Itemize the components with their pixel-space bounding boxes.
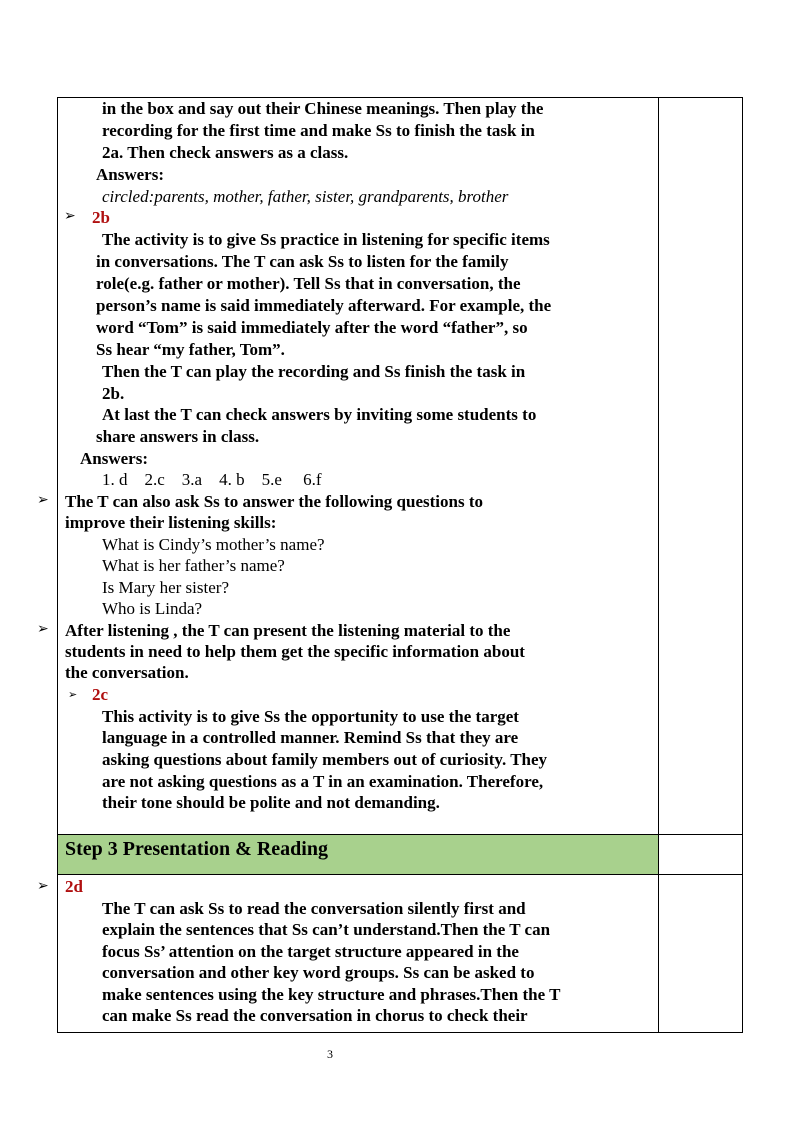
2d-line-1: The T can ask Ss to read the conversation silently first and <box>102 899 526 918</box>
table-row-divider-2 <box>57 874 743 875</box>
2b-answers-label: Answers: <box>80 449 148 468</box>
arrow-bullet-icon: ➢ <box>37 622 49 637</box>
after-line-2: students in need to help them get the specific information about <box>65 642 525 661</box>
table-bottom-border <box>57 1032 743 1033</box>
label-2b: 2b <box>92 208 110 227</box>
arrow-bullet-icon: ➢ <box>68 689 78 701</box>
2b-para2-line-1: Then the T can play the recording and Ss finish the task in <box>102 362 526 381</box>
after-line-3: the conversation. <box>65 663 189 682</box>
2d-line-2: explain the sentences that Ss can’t understand.Then the T can <box>102 920 551 939</box>
2b-para2-line-2: 2b. <box>102 384 125 403</box>
2c-line-2: language in a controlled manner. Remind Ss that they are <box>102 728 519 747</box>
step3-heading: Step 3 Presentation & Reading <box>65 838 328 860</box>
page-number: 3 <box>327 1047 333 1061</box>
block1-answers-label: Answers: <box>96 165 164 184</box>
2b-para1-line-5: word “Tom” is said immediately after the word “father”, so <box>96 318 528 337</box>
2c-line-1: This activity is to give Ss the opportunity to use the target <box>102 707 519 726</box>
label-2d: 2d <box>65 877 83 896</box>
block1-line-1: in the box and say out their Chinese meanings. Then play the <box>102 99 544 118</box>
2b-para1-line-1: The activity is to give Ss practice in listening for specific items <box>102 230 550 249</box>
2c-line-3: asking questions about family members out of curiosity. They <box>102 750 548 769</box>
2d-line-5: make sentences using the key structure and phrases.Then the T <box>102 985 561 1004</box>
block1-line-3: 2a. Then check answers as a class. <box>102 143 349 162</box>
arrow-bullet-icon: ➢ <box>64 209 76 224</box>
question-3: Is Mary her sister? <box>102 578 229 597</box>
2b-answers-text: 1. d 2.c 3.a 4. b 5.e 6.f <box>102 470 322 489</box>
2c-line-4: are not asking questions as a T in an examination. Therefore, <box>102 772 544 791</box>
2d-line-4: conversation and other key word groups. Ss can be asked to <box>102 963 535 982</box>
2b-para1-line-2: in conversations. The T can ask Ss to listen for the family <box>96 252 509 271</box>
block1-answers-text: circled:parents, mother, father, sister, grandparents, brother <box>102 187 509 206</box>
table-right-border <box>742 97 743 1033</box>
2d-line-6: can make Ss read the conversation in chorus to check their <box>102 1006 528 1025</box>
2b-para3-line-2: share answers in class. <box>96 427 260 446</box>
question-2: What is her father’s name? <box>102 556 285 575</box>
2b-para1-line-4: person’s name is said immediately afterward. For example, the <box>96 296 552 315</box>
table-divider <box>658 97 659 1033</box>
questions-intro-line-1: The T can also ask Ss to answer the following questions to <box>65 492 483 511</box>
question-4: Who is Linda? <box>102 599 203 618</box>
question-1: What is Cindy’s mother’s name? <box>102 535 325 554</box>
2b-para3-line-1: At last the T can check answers by inviting some students to <box>102 405 537 424</box>
table-left-border <box>57 97 58 1033</box>
2b-para1-line-6: Ss hear “my father, Tom”. <box>96 340 285 359</box>
2d-line-3: focus Ss’ attention on the target structure appeared in the <box>102 942 519 961</box>
questions-intro-line-2: improve their listening skills: <box>65 513 277 532</box>
after-line-1: After listening , the T can present the listening material to the <box>65 621 511 640</box>
arrow-bullet-icon: ➢ <box>37 493 49 508</box>
2c-line-5: their tone should be polite and not demanding. <box>102 793 440 812</box>
block1-line-2: recording for the first time and make Ss to finish the task in <box>102 121 535 140</box>
arrow-bullet-icon: ➢ <box>37 879 49 894</box>
2b-para1-line-3: role(e.g. father or mother). Tell Ss that in conversation, the <box>96 274 521 293</box>
label-2c: 2c <box>92 685 109 704</box>
